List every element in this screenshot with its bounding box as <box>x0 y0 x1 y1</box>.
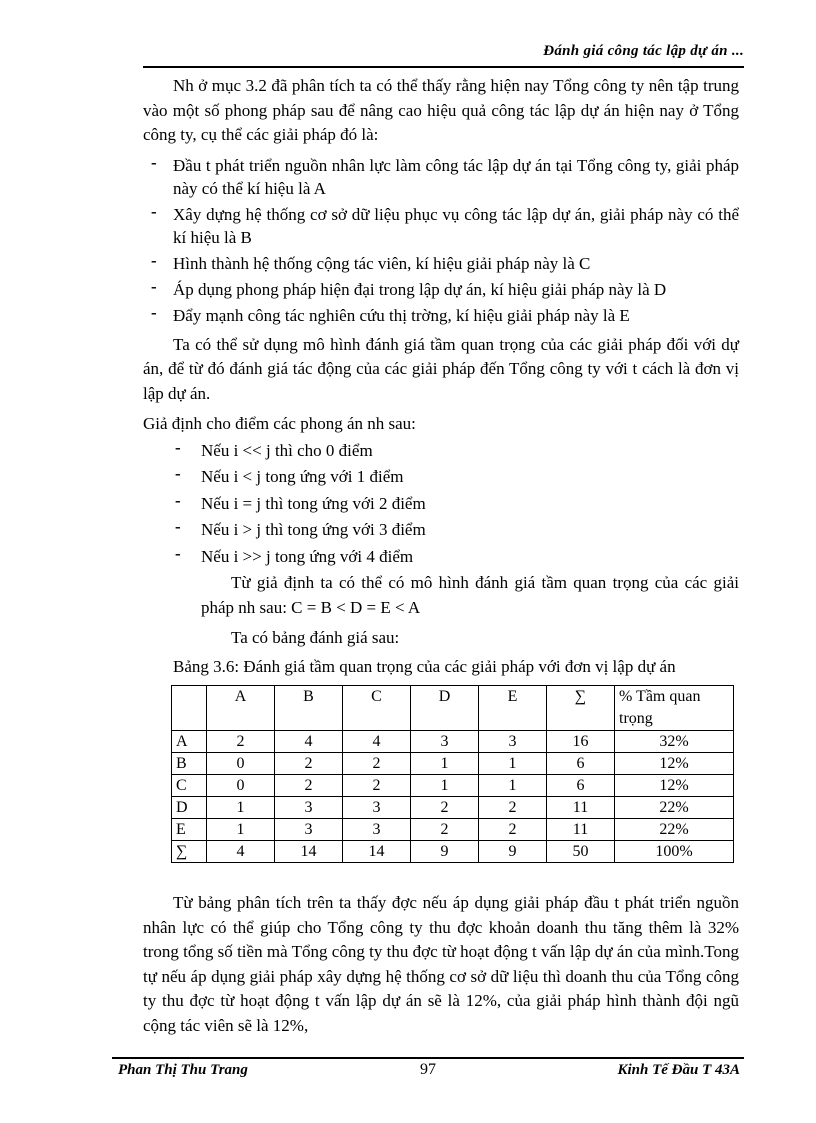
table-cell: 32% <box>615 731 734 753</box>
table-cell: B <box>275 686 343 731</box>
header-title: Đánh giá công tác lập dự án ... <box>543 43 744 59</box>
list-item: - Hình thành hệ thống cộng tác viên, kí hiệu giải pháp này là C <box>143 252 739 275</box>
table-total-row <box>172 841 734 863</box>
table-cell: 1 <box>479 775 547 797</box>
table-cell: 1 <box>411 753 479 775</box>
table-cell: 2 <box>343 775 411 797</box>
table-cell: 14 <box>275 841 343 863</box>
list-item: - Đẩy mạnh công tác nghiên cứu thị trờng, kí hiệu giải pháp này là E <box>143 304 739 327</box>
table-cell <box>172 686 207 731</box>
table-cell: A <box>172 731 207 753</box>
table-cell: 6 <box>547 775 615 797</box>
table-cell: C <box>343 686 411 731</box>
solutions-list <box>143 154 739 327</box>
table-cell: 3 <box>343 797 411 819</box>
table-cell: 2 <box>479 797 547 819</box>
list-item: - Áp dụng phong pháp hiện đại trong lập dự án, kí hiệu giải pháp này là D <box>143 278 739 301</box>
table-cell: 4 <box>275 731 343 753</box>
table-row <box>172 753 734 775</box>
table-cell: 1 <box>207 797 275 819</box>
table-cell: 4 <box>343 731 411 753</box>
table-cell: D <box>172 797 207 819</box>
list-item: - Nếu i > j thì tong ứng với 3 điểm <box>143 518 739 542</box>
list-item: - Nếu i << j thì cho 0 điểm <box>143 439 739 463</box>
table-cell: 2 <box>275 753 343 775</box>
scores-list <box>143 439 739 569</box>
table-cell: B <box>172 753 207 775</box>
footer-author: Phan Thị Thu Trang <box>118 1062 248 1078</box>
table-cell: 11 <box>547 819 615 841</box>
table-cell: % Tầm quan trọng <box>615 686 734 731</box>
list-item: - Nếu i >> j tong ứng với 4 điểm <box>143 545 739 569</box>
model-paragraph: Ta có thể sử dụng mô hình đánh giá tầm quan trọng của các giải pháp đối với dự án, để từ đó đánh giá tác động của các giải pháp đến Tổng công ty với t cách là đơn vị lập dự án. <box>143 334 739 403</box>
table-row <box>172 797 734 819</box>
table-cell: 4 <box>207 841 275 863</box>
footer-class: Kinh Tế Đầu T 43A <box>617 1062 740 1078</box>
page-header <box>143 42 744 68</box>
table-cell: 2 <box>207 731 275 753</box>
table-cell: 14 <box>343 841 411 863</box>
list-item: - Đầu t phát triển nguồn nhân lực làm công tác lập dự án tại Tổng công ty, giải pháp này có thể kí hiệu là A <box>143 154 739 200</box>
table-cell: 2 <box>275 775 343 797</box>
table-cell: 3 <box>411 731 479 753</box>
table-cell: 16 <box>547 731 615 753</box>
table-cell: 2 <box>343 753 411 775</box>
table-cell: 11 <box>547 797 615 819</box>
table-cell: 2 <box>411 819 479 841</box>
table-cell: 100% <box>615 841 734 863</box>
table-cell: 6 <box>547 753 615 775</box>
intro-paragraph: Nh ở mục 3.2 đã phân tích ta có thể thấy rằng hiện nay Tổng công ty nên tập trung vào một số phong pháp sau để nâng cao hiệu quả công tác lập dự án hiện nay ở Tổng công ty, cụ thể các giải pháp đó là: <box>143 76 739 144</box>
table-intro: Ta có bảng đánh giá sau: <box>231 628 400 647</box>
page-body <box>143 74 739 1038</box>
model-block <box>143 571 739 651</box>
table-row <box>172 775 734 797</box>
table-cell: 9 <box>479 841 547 863</box>
conclusion-paragraph: Từ bảng phân tích trên ta thấy đợc nếu áp dụng giải pháp đầu t phát triển nguồn nhân lực có thể giúp cho Tổng công ty thu đợc khoản doanh thu tăng thêm là 32% trong tổng số tiền mà Tổng công ty thu đợc từ hoạt động t vấn lập dự án của mình.Tong tự nếu áp dụng giải pháp xây dựng hệ thống cơ sở dữ liệu thì doanh thu của Tổng công ty thu đợc từ hoạt động t vấn lập dự án sẽ là 12%, của giải pháp hình thành đội ngũ cộng tác viên sẽ là 12%, <box>143 893 739 1035</box>
table-cell: 3 <box>479 731 547 753</box>
table-row <box>172 731 734 753</box>
table-cell: ∑ <box>547 686 615 731</box>
table-caption: Bảng 3.6: Đánh giá tầm quan trọng của các giải pháp với đơn vị lập dự án <box>173 656 676 676</box>
list-item: - Nếu i = j thì tong ứng với 2 điểm <box>143 492 739 516</box>
table-cell: 22% <box>615 819 734 841</box>
table-cell: 2 <box>479 819 547 841</box>
table-cell: 3 <box>343 819 411 841</box>
table-cell: 0 <box>207 775 275 797</box>
table-cell: 3 <box>275 819 343 841</box>
table-cell: 12% <box>615 753 734 775</box>
table-cell: A <box>207 686 275 731</box>
table-cell: E <box>479 686 547 731</box>
table-cell: 22% <box>615 797 734 819</box>
table-cell: 1 <box>207 819 275 841</box>
table-header-row <box>172 686 734 731</box>
table-cell: 2 <box>411 797 479 819</box>
table-cell: 1 <box>411 775 479 797</box>
table-cell: 50 <box>547 841 615 863</box>
table-cell: 9 <box>411 841 479 863</box>
table-row <box>172 819 734 841</box>
list-item: - Xây dựng hệ thống cơ sở dữ liệu phục vụ công tác lập dự án, giải pháp này có thể kí hiệu là B <box>143 203 739 249</box>
table-cell: ∑ <box>172 841 207 863</box>
table-cell: 3 <box>275 797 343 819</box>
table-cell: E <box>172 819 207 841</box>
table-cell: 1 <box>479 753 547 775</box>
table-cell: 0 <box>207 753 275 775</box>
assumption-title: Giả định cho điểm các phong án nh sau: <box>143 414 416 433</box>
table-cell: D <box>411 686 479 731</box>
evaluation-table <box>171 685 734 863</box>
list-item: - Nếu i < j tong ứng với 1 điểm <box>143 465 739 489</box>
table-cell: 12% <box>615 775 734 797</box>
footer-page-number: 97 <box>420 1061 436 1078</box>
model-text: Từ giả định ta có thể có mô hình đánh giá tầm quan trọng của các giải pháp nh sau: C = B < D = E < A <box>201 573 739 617</box>
table-cell: C <box>172 775 207 797</box>
page-footer <box>112 1057 744 1085</box>
